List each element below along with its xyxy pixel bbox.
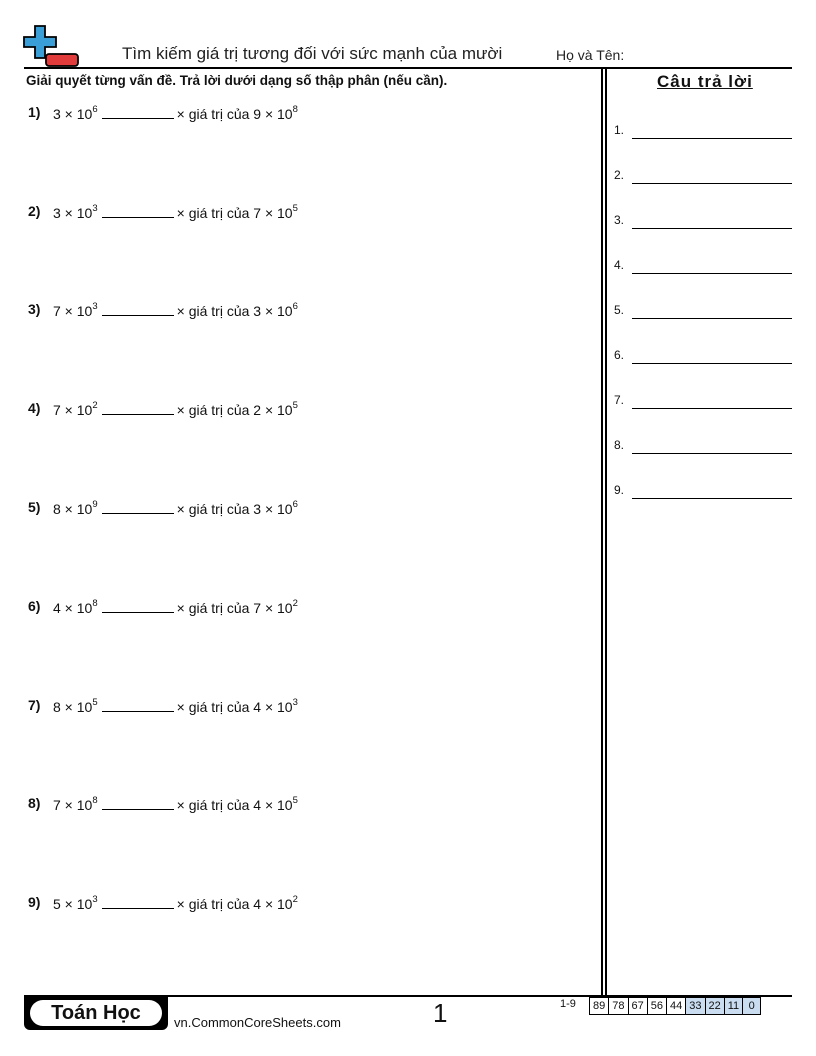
problem-expression [53,205,298,221]
answer-blank[interactable] [102,206,174,218]
problem-item [28,400,588,424]
answer-blank[interactable] [102,700,174,712]
problem-expression [53,896,298,912]
problem-number: 2) [28,203,41,219]
answer-blank[interactable] [102,403,174,415]
answer-line[interactable] [614,393,792,409]
problem-item [28,301,588,325]
relation-phrase: × giá trị của [176,600,250,616]
problem-number: 6) [28,598,41,614]
problem-number: 9) [28,894,41,910]
relation-phrase: × giá trị của [176,106,250,122]
problem-number: 4) [28,400,41,416]
problem-number: 1) [28,104,41,120]
answer-blank[interactable] [102,897,174,909]
worksheet-title: Tìm kiếm giá trị tương đối với sức mạnh của mười [122,44,503,63]
score-cell: 78 [608,998,627,1014]
relation-phrase: × giá trị của [176,402,250,418]
subject-badge [24,997,168,1030]
subject-label: Toán Học [30,1000,162,1026]
first-coefficient: 3 × 10 [53,205,93,221]
first-exponent: 5 [92,697,98,708]
answer-blank[interactable] [102,601,174,613]
problem-range: 1-9 [560,998,576,1010]
answer-blank[interactable] [632,363,792,364]
answer-blank[interactable] [632,498,792,499]
answer-line[interactable] [614,258,792,274]
answer-number: 3. [614,213,625,227]
second-coefficient: 9 × 10 [253,106,293,122]
problem-expression [53,501,298,517]
site-url[interactable]: vn.CommonCoreSheets.com [174,1015,341,1030]
answer-blank[interactable] [102,107,174,119]
column-divider [601,69,607,995]
answer-line[interactable] [614,348,792,364]
first-coefficient: 5 × 10 [53,896,93,912]
second-exponent: 8 [292,104,298,115]
answer-blank[interactable] [632,453,792,454]
answer-number: 8. [614,438,625,452]
relation-phrase: × giá trị của [176,501,250,517]
page-number: 1 [433,998,448,1028]
second-exponent: 2 [292,598,298,609]
answer-number: 5. [614,303,625,317]
relation-phrase: × giá trị của [176,797,250,813]
problem-number: 7) [28,697,41,713]
second-exponent: 2 [292,894,298,905]
first-coefficient: 4 × 10 [53,600,93,616]
problem-number: 3) [28,301,41,317]
second-exponent: 5 [292,400,298,411]
problem-item [28,499,588,523]
first-exponent: 2 [92,400,98,411]
second-coefficient: 7 × 10 [253,205,293,221]
first-coefficient: 3 × 10 [53,106,93,122]
answer-number: 2. [614,168,625,182]
score-cell: 56 [647,998,666,1014]
answer-blank[interactable] [632,318,792,319]
score-cell: 11 [724,998,742,1014]
problem-expression [53,797,298,813]
second-exponent: 5 [292,795,298,806]
score-cell: 22 [705,998,724,1014]
answer-number: 7. [614,393,625,407]
second-coefficient: 4 × 10 [253,699,293,715]
header-rule [24,67,792,69]
answer-blank[interactable] [632,138,792,139]
answer-number: 1. [614,123,625,137]
score-cell: 33 [685,998,704,1014]
answer-line[interactable] [614,213,792,229]
plus-minus-logo-icon [22,24,80,68]
first-coefficient: 8 × 10 [53,501,93,517]
answer-number: 4. [614,258,625,272]
answer-blank[interactable] [102,798,174,810]
second-coefficient: 4 × 10 [253,896,293,912]
answer-blank[interactable] [102,304,174,316]
second-coefficient: 4 × 10 [253,797,293,813]
problem-number: 8) [28,795,41,811]
answer-number: 9. [614,483,625,497]
problem-item [28,598,588,622]
relation-phrase: × giá trị của [176,205,250,221]
problem-item [28,894,588,918]
relation-phrase: × giá trị của [176,896,250,912]
problem-item [28,697,588,721]
relation-phrase: × giá trị của [176,699,250,715]
name-label: Họ và Tên: [556,47,625,63]
second-exponent: 6 [292,301,298,312]
first-coefficient: 8 × 10 [53,699,93,715]
second-exponent: 3 [292,697,298,708]
first-exponent: 6 [92,104,98,115]
answer-line[interactable] [614,483,792,499]
relation-phrase: × giá trị của [176,303,250,319]
first-exponent: 8 [92,795,98,806]
score-cell: 89 [593,1000,606,1012]
problem-item [28,795,588,819]
first-coefficient: 7 × 10 [53,303,93,319]
problem-expression [53,600,298,616]
instructions: Giải quyết từng vấn đề. Trả lời dưới dạng số thập phân (nếu cần). [26,73,448,88]
problem-item [28,203,588,227]
problem-expression [53,402,298,418]
first-exponent: 3 [92,894,98,905]
first-coefficient: 7 × 10 [53,797,93,813]
answer-blank[interactable] [632,228,792,229]
first-exponent: 8 [92,598,98,609]
score-table [589,997,761,1015]
score-cell: 67 [628,998,647,1014]
answer-blank[interactable] [632,408,792,409]
first-coefficient: 7 × 10 [53,402,93,418]
answer-number: 6. [614,348,625,362]
problem-expression [53,699,298,715]
problem-expression [53,303,298,319]
second-coefficient: 3 × 10 [253,501,293,517]
answers-title: Câu trả lời [657,72,753,91]
problem-item [28,104,588,128]
answer-blank[interactable] [632,273,792,274]
answer-blank[interactable] [102,502,174,514]
problem-number: 5) [28,499,41,515]
score-cell: 0 [742,998,760,1014]
second-coefficient: 7 × 10 [253,600,293,616]
first-exponent: 9 [92,499,98,510]
answer-line[interactable] [614,438,792,454]
second-coefficient: 2 × 10 [253,402,293,418]
second-exponent: 6 [292,499,298,510]
answer-line[interactable] [614,303,792,319]
answer-line[interactable] [614,168,792,184]
first-exponent: 3 [92,203,98,214]
answer-line[interactable] [614,123,792,139]
second-exponent: 5 [292,203,298,214]
first-exponent: 3 [92,301,98,312]
second-coefficient: 3 × 10 [253,303,293,319]
problem-expression [53,106,298,122]
score-cell: 44 [666,998,685,1014]
answer-blank[interactable] [632,183,792,184]
